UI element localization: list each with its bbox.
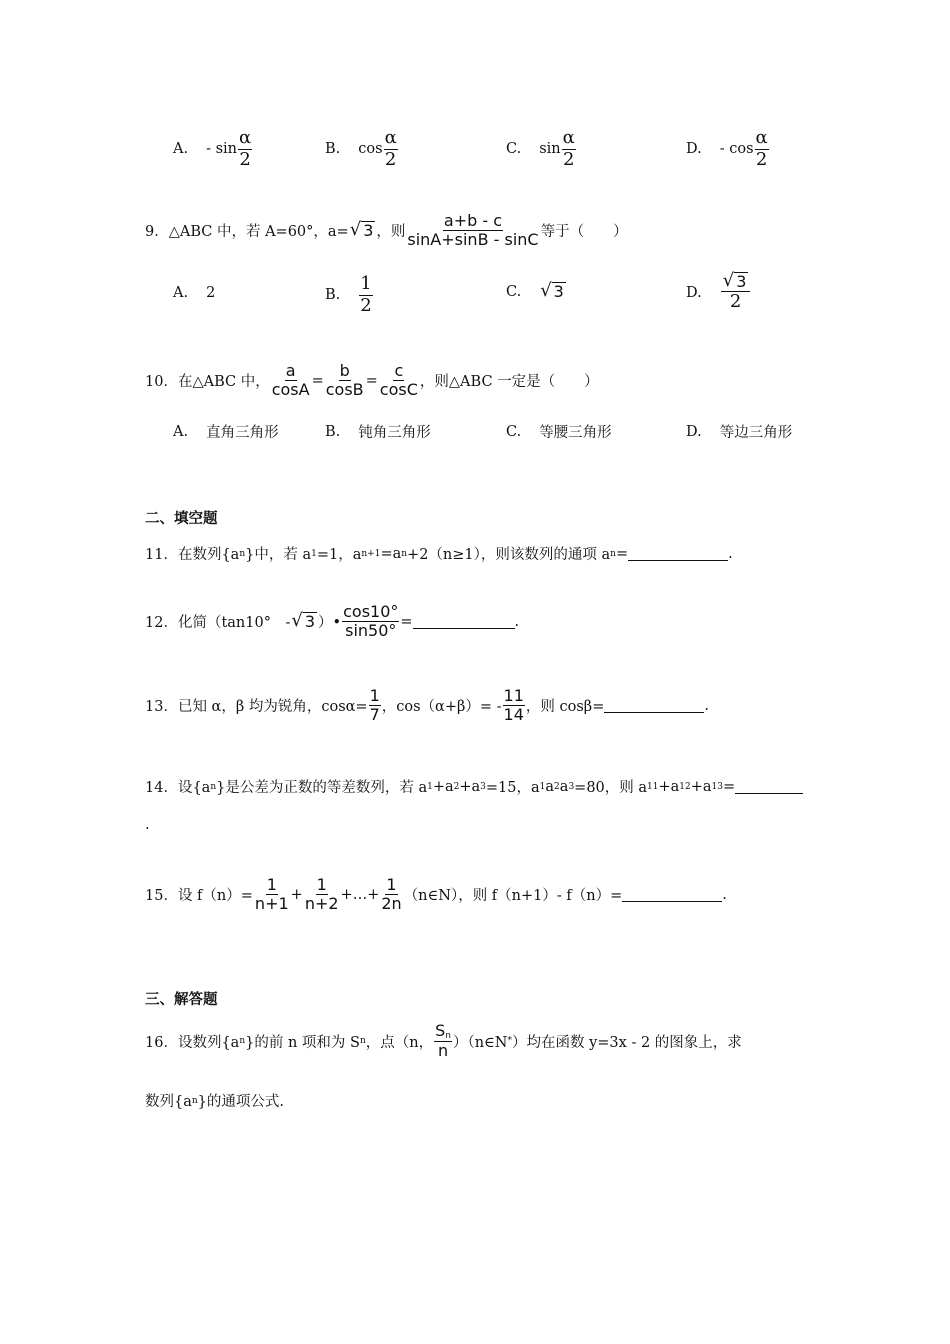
answer-blank[interactable]: [604, 698, 704, 713]
q9-option-a[interactable]: [173, 285, 215, 301]
fraction: $\frac{\alpha}{2}$: [562, 127, 575, 170]
option-text: 等腰三角形: [539, 425, 612, 441]
fraction: $\frac{1}{7}$: [369, 686, 380, 725]
option-letter: A.: [173, 141, 189, 158]
option-letter: B.: [325, 141, 341, 158]
option-letter: B.: [325, 287, 341, 304]
option-letter: A.: [173, 285, 189, 301]
option-letter: D.: [686, 141, 702, 158]
q8-option-a[interactable]: [173, 128, 253, 170]
q10-option-d[interactable]: [686, 421, 792, 442]
option-text: 等边三角形: [719, 425, 793, 441]
option-text: 钝角三角形: [358, 425, 431, 441]
option-prefix: sin: [539, 141, 561, 158]
q9-stem: 9．△ABC 中，若 A=60°，a= √ 3 ，则 $\frac{a+b - c}{\sin A+\sin B - \sin C}$ 等于（ ）: [145, 211, 628, 250]
fraction: $\frac{\cos 10^\circ}{\sin 50^\circ}$: [343, 602, 399, 641]
fraction: $\frac{a+b - c}{\sin A+\sin B - \sin C}$: [407, 211, 539, 250]
q8-option-c[interactable]: [506, 128, 577, 170]
fraction: $\frac{1}{2}$: [360, 273, 372, 316]
fraction: $\frac{b}{\cos B}$: [325, 361, 364, 400]
option-value: 2: [206, 285, 216, 301]
q12-stem: 12．化简（tan10° - √ 3 ）• $\frac{\cos 10^\circ}{\sin 50^\circ}$ = .: [145, 602, 520, 641]
option-letter: D.: [686, 284, 702, 301]
answer-blank[interactable]: [622, 887, 722, 902]
fraction: √ 3 2: [721, 272, 751, 313]
section-title: 三、解答题: [145, 992, 218, 1008]
option-prefix: cos: [358, 141, 383, 158]
q9-option-c[interactable]: [506, 282, 567, 301]
q8-option-b[interactable]: [325, 128, 399, 170]
fraction: $\frac{11}{14}$: [503, 686, 524, 725]
q14-stem: 14．设{a n }是公差为正数的等差数列，若 a 1 +a 2 +a 3 =15，a 1 a 2 a 3 =80，则 a 11 +a 12 +a 13 =: [145, 776, 803, 797]
fraction: $\frac{1}{2n}$: [381, 875, 402, 914]
q16-line2: 数列{a n }的通项公式.: [145, 1094, 285, 1110]
fraction: $\frac{\alpha}{2}$: [384, 127, 397, 170]
option-letter: B.: [325, 423, 341, 440]
q10-option-b[interactable]: [325, 421, 431, 442]
fraction: $\frac{a}{\cos A}$: [271, 361, 310, 400]
option-letter: C.: [506, 141, 522, 158]
option-prefix: - sin: [206, 141, 238, 158]
sqrt: √ 3: [540, 280, 564, 301]
q10-stem: 10．在△ABC 中， $\frac{a}{\cos A}$ = $\frac{b}{\cos B}$ = $\frac{c}{\cos C}$ ，则△ABC 一定是（ ）: [145, 361, 599, 400]
section-title: 二、填空题: [145, 511, 218, 527]
sqrt: √ 3: [291, 610, 316, 632]
fraction: $\frac{\alpha}{2}$: [239, 127, 252, 170]
q14-end: .: [145, 817, 150, 833]
q10-option-c[interactable]: [506, 421, 612, 442]
answer-blank[interactable]: [413, 614, 515, 629]
option-letter: D.: [686, 423, 702, 440]
q13-stem: 13．已知 α，β 均为锐角，cosα= $\frac{1}{7}$ ，cos（α+β）= - $\frac{11}{14}$ ，则 cosβ= .: [145, 686, 709, 725]
q9-option-b[interactable]: [325, 274, 374, 316]
fraction: $\frac{1}{n+1}$: [254, 875, 289, 914]
q10-option-a[interactable]: [173, 421, 279, 442]
q15-stem: 15．设 f（n）= $\frac{1}{n+1}$ + $\frac{1}{n+2}$ +…+ $\frac{1}{2n}$ （n∈N），则 f（n+1）- f（n）= .: [145, 875, 727, 914]
q9-option-d[interactable]: [686, 272, 751, 313]
option-text: 直角三角形: [206, 425, 279, 441]
fraction: $\frac{1}{n+2}$: [304, 875, 339, 914]
fraction: $\frac{S_n}{n}$: [435, 1021, 451, 1061]
option-prefix: - cos: [719, 141, 754, 158]
option-letter: C.: [506, 423, 522, 440]
q16-stem: 16．设数列{a n }的前 n 项和为 S n ，点（n， $\frac{S_n}{n}$ ）（n∈N * ）均在函数 y=3x - 2 的图象上，求: [145, 1021, 742, 1061]
sqrt: √ 3: [349, 219, 374, 241]
answer-blank[interactable]: [628, 546, 728, 561]
answer-blank[interactable]: [735, 779, 803, 794]
option-letter: C.: [506, 283, 522, 300]
fraction: $\frac{c}{\cos C}$: [379, 361, 418, 400]
option-letter: A.: [173, 423, 189, 440]
fraction: $\frac{\alpha}{2}$: [755, 127, 768, 170]
q8-option-d[interactable]: [686, 128, 770, 170]
q11-stem: 11．在数列{a n }中，若 a 1 =1，a n+1 =a n +2（n≥1），则该数列的通项 a n = .: [145, 545, 733, 563]
